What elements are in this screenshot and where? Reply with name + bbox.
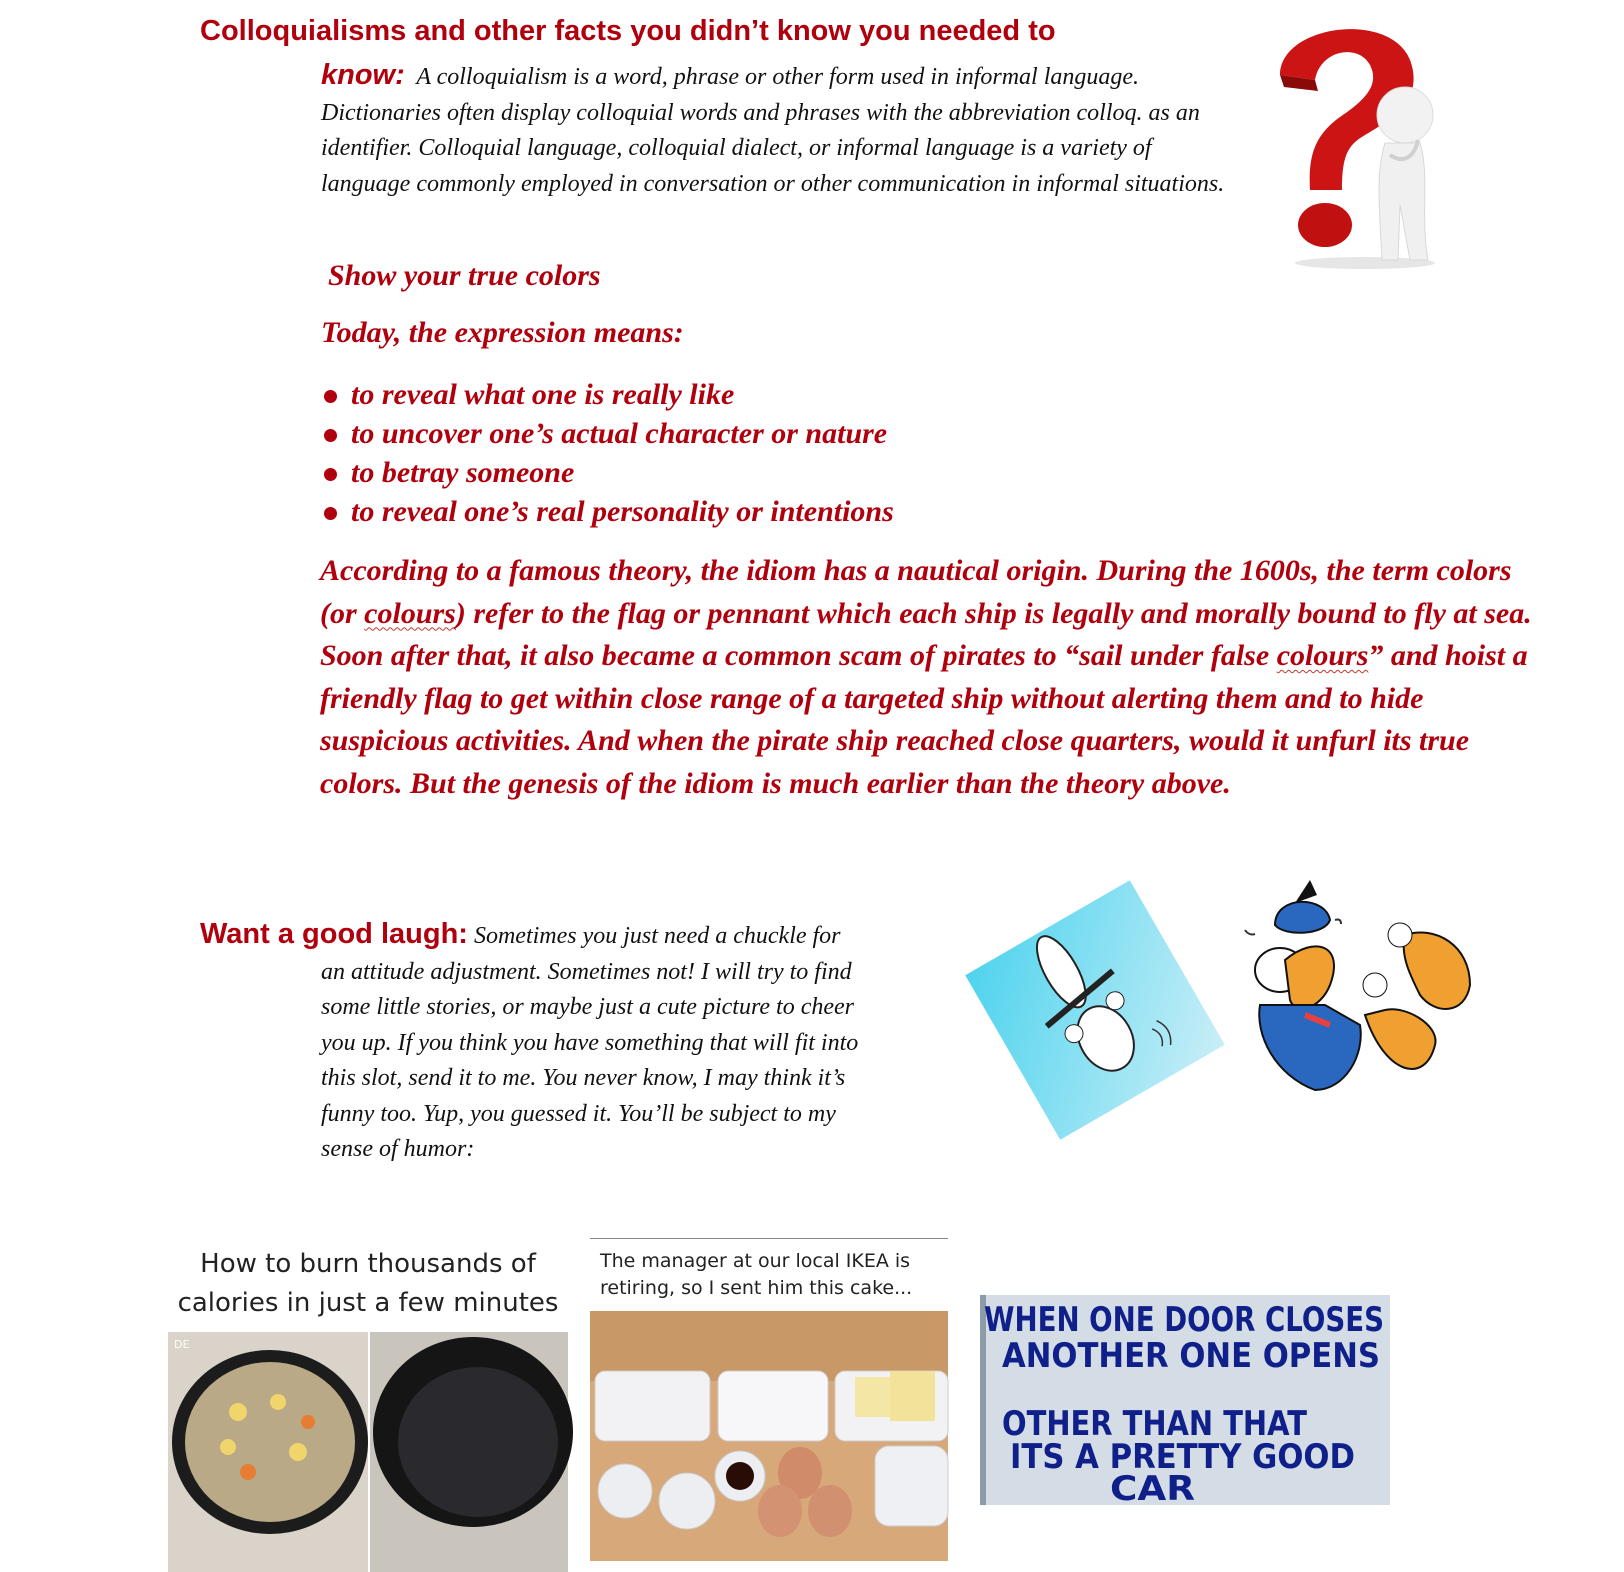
meme-caption <box>168 1245 568 1323</box>
meme-burnt-food <box>168 1245 568 1572</box>
meaning-text: to betray someone <box>351 456 575 489</box>
bullet-icon <box>324 468 337 481</box>
donald-duck-laughing-image <box>1235 875 1495 1135</box>
sign-line: ANOTHER ONE OPENS <box>1002 1336 1380 1376</box>
intro-paragraph-block <box>321 58 1241 202</box>
laugh-text-line: this slot, send it to me. You never know, I may think it’s <box>321 1065 846 1091</box>
meaning-list <box>321 375 894 531</box>
laugh-paragraph <box>200 955 930 1168</box>
meaning-item <box>321 492 894 531</box>
idiom-history-paragraph <box>320 550 1550 805</box>
cake-ingredients-image <box>590 1311 948 1561</box>
meaning-item <box>321 414 894 453</box>
laugh-text-line: an attitude adjustment. Sometimes not! I will try to find <box>321 958 852 985</box>
meaning-lead: Today, the expression means: <box>321 316 684 349</box>
history-text: ” and hoist a friendly flag to get within close range of a targeted ship without alerting them and to hide suspicious activities. And when the pirate ship reached close quarters, would it unfurl its true colors. But the genesis of the idiom is much earlier than the theory above. <box>320 639 1528 800</box>
meaning-text: to reveal what one is really like <box>351 378 735 411</box>
laugh-section <box>200 917 930 1168</box>
colloquialism-definition: A colloquialism is a word, phrase or other form used in informal language. Dictionaries often display colloquial words and phrases with the abbreviation colloq. as an identifier. Colloquial language, colloquial dialect, or informal language is a variety of language commonly employed in conversation or other communication in informal situations. <box>321 64 1225 197</box>
meaning-item <box>321 453 894 492</box>
laugh-text-line: Sometimes you just need a chuckle for <box>473 923 841 949</box>
cooked-vs-burnt-pans-image <box>168 1332 568 1572</box>
sign-line: ITS A PRETTY GOOD <box>1010 1437 1355 1477</box>
bullet-icon <box>324 507 337 520</box>
history-text: ) refer to the flag or pennant which each ship is legally and morally bound to fly at sea. Soon after that, it also became a common scam of pirates to “sail under false <box>320 596 1532 672</box>
laugh-heading: Want a good laugh: <box>200 918 468 950</box>
caption-line: The manager at our local IKEA is <box>600 1250 911 1272</box>
bullet-icon <box>324 390 337 403</box>
caption-line: calories in just a few minutes <box>177 1288 559 1318</box>
snoopy-dancing-image <box>965 880 1225 1140</box>
idiom-title: Show your true colors <box>328 259 601 292</box>
spellcheck-word[interactable]: colours <box>364 596 456 630</box>
heading-continuation: know: <box>321 59 405 91</box>
laugh-text-line: you up. If you think you have something that will fit into <box>321 1029 859 1056</box>
section-heading-colloquialisms: Colloquialisms and other facts you didn’t know you needed to <box>200 15 1056 47</box>
sign-line: CAR <box>1110 1469 1195 1509</box>
meaning-text: to uncover one’s actual character or nature <box>351 417 888 450</box>
caption-line: retiring, so I sent him this cake... <box>600 1277 913 1299</box>
meme-ikea-cake <box>590 1238 948 1568</box>
bullet-icon <box>324 429 337 442</box>
marquee-sign-image <box>980 1295 1390 1509</box>
sign-line: OTHER THAN THAT <box>1002 1404 1308 1444</box>
laugh-text-line: funny too. Yup, you guessed it. You’ll be subject to my <box>321 1100 836 1127</box>
watermark-text: DE <box>174 1338 190 1351</box>
spellcheck-word[interactable]: colours <box>1276 639 1369 672</box>
sign-line: WHEN ONE DOOR CLOSES <box>984 1300 1384 1340</box>
meaning-item <box>321 375 894 414</box>
laugh-text-line: some little stories, or maybe just a cute picture to cheer <box>321 994 855 1020</box>
meme-caption <box>600 1248 945 1302</box>
meaning-text: to reveal one’s real personality or intentions <box>351 495 894 528</box>
caption-line: How to burn thousands of <box>200 1249 536 1279</box>
laugh-text-line: sense of humor: <box>321 1136 475 1162</box>
question-mark-figure-image <box>1270 15 1440 270</box>
divider <box>590 1238 948 1239</box>
meme-marquee-sign <box>980 1295 1390 1509</box>
history-text: According to a famous theory, the idiom has a nautical origin. During the 1600s, the term colors (or <box>320 554 1512 630</box>
